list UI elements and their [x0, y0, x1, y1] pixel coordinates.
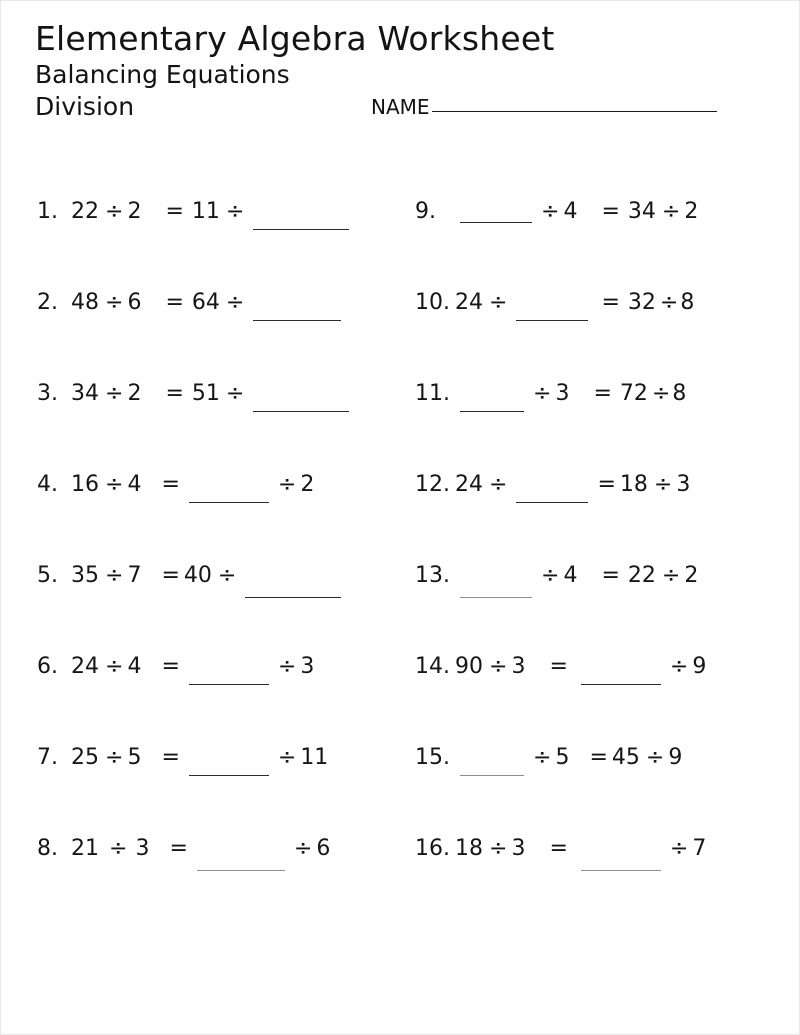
operand-c: 22	[627, 563, 656, 588]
problem-16	[391, 834, 800, 925]
operand-b: 4	[563, 563, 578, 588]
operand-b: 4	[563, 199, 578, 224]
answer-blank[interactable]	[189, 664, 269, 685]
problem-index: 7.	[37, 745, 58, 770]
divide-icon: ÷	[661, 563, 681, 588]
problem-row	[1, 288, 800, 379]
operand-b: 4	[127, 472, 142, 497]
divide-icon: ÷	[277, 654, 297, 679]
answer-blank[interactable]	[581, 850, 661, 871]
problem-8	[1, 834, 391, 925]
problem-14	[391, 652, 800, 743]
divide-icon: ÷	[489, 290, 508, 315]
page-subtitle: Balancing Equations	[35, 60, 290, 89]
operand-d: 9	[692, 654, 707, 679]
answer-blank[interactable]	[253, 300, 341, 321]
problem-6	[1, 652, 391, 743]
operand-c: 32	[627, 290, 656, 315]
problem-index: 13.	[415, 563, 450, 588]
problem-index: 4.	[37, 472, 58, 497]
operand-a: 90	[455, 654, 483, 679]
answer-blank[interactable]	[460, 202, 532, 223]
operand-d: 2	[684, 199, 699, 224]
operand-c: 51	[191, 381, 220, 406]
problem-row	[1, 379, 800, 470]
problem-15	[391, 743, 800, 834]
answer-blank[interactable]	[245, 577, 341, 598]
divide-icon: ÷	[661, 199, 681, 224]
divide-icon: ÷	[533, 381, 552, 406]
problem-row	[1, 197, 800, 288]
problem-index: 10.	[415, 290, 450, 315]
answer-blank[interactable]	[253, 209, 349, 230]
equals-icon: =	[593, 381, 612, 406]
problem-index: 5.	[37, 563, 58, 588]
answer-blank[interactable]	[460, 755, 524, 776]
operand-b: 5	[555, 745, 570, 770]
problem-row	[1, 743, 800, 834]
divide-icon: ÷	[669, 654, 689, 679]
operand-b: 3	[511, 836, 526, 861]
problem-10	[391, 288, 800, 379]
equals-icon: =	[169, 836, 188, 861]
divide-icon: ÷	[541, 563, 560, 588]
divide-icon: ÷	[109, 836, 128, 861]
problem-1	[1, 197, 391, 288]
operand-b: 7	[127, 563, 142, 588]
divide-icon: ÷	[277, 472, 297, 497]
operand-a: 34	[71, 381, 99, 406]
operand-a: 22	[71, 199, 99, 224]
operand-c: 40	[183, 563, 212, 588]
operand-a: 21	[71, 836, 99, 861]
name-input-line[interactable]	[432, 110, 717, 112]
divide-icon: ÷	[653, 472, 673, 497]
operand-a: 24	[71, 654, 99, 679]
divide-icon: ÷	[217, 563, 237, 588]
divide-icon: ÷	[105, 199, 124, 224]
problem-2	[1, 288, 391, 379]
divide-icon: ÷	[489, 836, 508, 861]
problem-4	[1, 470, 391, 561]
divide-icon: ÷	[533, 745, 552, 770]
answer-blank[interactable]	[581, 664, 661, 685]
problem-index: 8.	[37, 836, 58, 861]
equals-icon: =	[601, 199, 620, 224]
problem-index: 3.	[37, 381, 58, 406]
problem-index: 1.	[37, 199, 58, 224]
equals-icon: =	[165, 290, 184, 315]
equals-icon: =	[549, 654, 568, 679]
equals-icon: =	[601, 563, 620, 588]
operand-d: 2	[300, 472, 315, 497]
problem-5	[1, 561, 391, 652]
operand-d: 8	[680, 290, 695, 315]
problem-13	[391, 561, 800, 652]
divide-icon: ÷	[669, 836, 689, 861]
name-field-group	[371, 95, 717, 119]
problem-index: 6.	[37, 654, 58, 679]
answer-blank[interactable]	[516, 300, 588, 321]
page-title: Elementary Algebra Worksheet	[35, 19, 555, 58]
answer-blank[interactable]	[189, 482, 269, 503]
divide-icon: ÷	[489, 654, 508, 679]
answer-blank[interactable]	[516, 482, 588, 503]
problem-9	[391, 197, 800, 288]
divide-icon: ÷	[105, 745, 124, 770]
operand-d: 2	[684, 563, 699, 588]
equals-icon: =	[165, 381, 184, 406]
problem-row	[1, 470, 800, 561]
equals-icon: =	[161, 472, 180, 497]
problem-index: 12.	[415, 472, 450, 497]
problem-index: 11.	[415, 381, 450, 406]
divide-icon: ÷	[645, 745, 665, 770]
problem-index: 16.	[415, 836, 450, 861]
divide-icon: ÷	[659, 290, 679, 315]
equals-icon: =	[161, 654, 180, 679]
divide-icon: ÷	[651, 381, 671, 406]
equals-icon: =	[161, 563, 180, 588]
divide-icon: ÷	[225, 199, 245, 224]
operand-a: 18	[455, 836, 483, 861]
divide-icon: ÷	[541, 199, 560, 224]
problem-index: 9.	[415, 199, 436, 224]
problem-11	[391, 379, 800, 470]
operand-d: 11	[300, 745, 329, 770]
operand-a: 24	[455, 290, 483, 315]
problem-index: 2.	[37, 290, 58, 315]
operand-b: 3	[135, 836, 150, 861]
operand-a: 48	[71, 290, 99, 315]
operand-b: 4	[127, 654, 142, 679]
operand-a: 16	[71, 472, 99, 497]
equals-icon: =	[589, 745, 608, 770]
operand-a: 25	[71, 745, 99, 770]
operand-b: 3	[511, 654, 526, 679]
operand-c: 64	[191, 290, 220, 315]
problem-index: 14.	[415, 654, 450, 679]
divide-icon: ÷	[105, 563, 124, 588]
divide-icon: ÷	[225, 381, 245, 406]
answer-blank[interactable]	[197, 850, 285, 871]
operand-d: 9	[668, 745, 683, 770]
equals-icon: =	[597, 472, 616, 497]
divide-icon: ÷	[105, 472, 124, 497]
operand-b: 6	[127, 290, 142, 315]
operand-b: 2	[127, 199, 142, 224]
operand-c: 34	[627, 199, 656, 224]
equals-icon: =	[601, 290, 620, 315]
name-label: NAME	[371, 95, 430, 119]
operand-c: 45	[611, 745, 640, 770]
answer-blank[interactable]	[189, 755, 269, 776]
divide-icon: ÷	[293, 836, 313, 861]
answer-blank[interactable]	[460, 391, 524, 412]
page-topic: Division	[35, 92, 135, 121]
operand-b: 2	[127, 381, 142, 406]
divide-icon: ÷	[105, 290, 124, 315]
problem-row	[1, 834, 800, 925]
answer-blank[interactable]	[460, 577, 532, 598]
divide-icon: ÷	[225, 290, 245, 315]
equals-icon: =	[161, 745, 180, 770]
divide-icon: ÷	[277, 745, 297, 770]
operand-c: 11	[191, 199, 220, 224]
problem-row	[1, 561, 800, 652]
operand-d: 3	[300, 654, 315, 679]
operand-a: 24	[455, 472, 483, 497]
problem-12	[391, 470, 800, 561]
operand-c: 72	[619, 381, 648, 406]
operand-d: 6	[316, 836, 331, 861]
problem-7	[1, 743, 391, 834]
divide-icon: ÷	[489, 472, 508, 497]
equals-icon: =	[549, 836, 568, 861]
answer-blank[interactable]	[253, 391, 349, 412]
operand-d: 8	[672, 381, 687, 406]
problem-3	[1, 379, 391, 470]
divide-icon: ÷	[105, 654, 124, 679]
operand-b: 3	[555, 381, 570, 406]
problem-row	[1, 652, 800, 743]
operand-d: 3	[676, 472, 691, 497]
equals-icon: =	[165, 199, 184, 224]
problem-grid	[1, 197, 800, 925]
problem-index: 15.	[415, 745, 450, 770]
divide-icon: ÷	[105, 381, 124, 406]
operand-b: 5	[127, 745, 142, 770]
operand-a: 35	[71, 563, 99, 588]
operand-d: 7	[692, 836, 707, 861]
operand-c: 18	[619, 472, 648, 497]
